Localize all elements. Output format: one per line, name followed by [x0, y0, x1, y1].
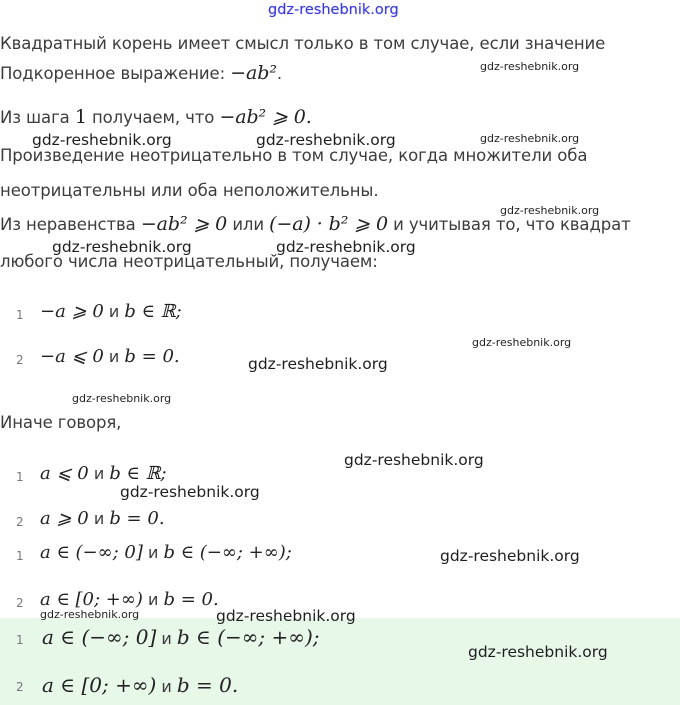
list2-number-1: 1 — [16, 470, 24, 484]
list3-item-2-conj: и — [147, 590, 159, 609]
watermark: gdz-reshebnik.org — [344, 451, 484, 469]
answer-item-1-a: a ∈ (−∞; 0] — [42, 625, 157, 649]
list2-item-1-conj: и — [93, 464, 105, 483]
answer-item-2-a: a ∈ [0; +∞) — [42, 673, 157, 697]
text-line-4: Произведение неотрицательно в том случае, когда множители оба — [0, 146, 588, 165]
list2-item-2-b: b = 0. — [109, 508, 165, 529]
list2-item-1-b: b ∈ ℝ; — [109, 463, 167, 484]
text-line-2-suffix: . — [276, 64, 282, 83]
watermark: gdz-reshebnik.org — [480, 132, 580, 145]
list2-item-2 — [40, 508, 165, 529]
list2-item-1 — [40, 463, 167, 484]
list3-item-1-conj: и — [147, 543, 159, 562]
answer-item-1 — [42, 625, 320, 649]
list3-item-2 — [40, 589, 219, 610]
list1-item-2-b: b = 0. — [124, 346, 180, 367]
list1-number-2: 2 — [16, 353, 24, 367]
watermark: gdz-reshebnik.org — [32, 131, 172, 149]
list2-item-2-a: a ⩾ 0 — [40, 508, 89, 529]
inequality-expression: −ab² ⩾ 0. — [219, 106, 312, 128]
text-line-3 — [0, 106, 312, 128]
radicand-expression: −ab² — [230, 62, 277, 84]
list1-item-1-b: b ∈ ℝ; — [124, 301, 182, 322]
text-line-1: Квадратный корень имеет смысл только в том случае, если значение — [0, 34, 606, 53]
list3-number-1: 1 — [16, 549, 24, 563]
list3-item-2-b: b = 0. — [163, 589, 219, 610]
list3-item-1 — [40, 542, 292, 563]
list1-item-2-conj: и — [108, 347, 120, 366]
text-line-2-prefix: Подкоренное выражение: — [0, 64, 226, 83]
answer-item-2 — [42, 673, 238, 697]
text-line-6-suffix: и учитывая то, что квадрат — [393, 215, 631, 234]
watermark: gdz-reshebnik.org — [52, 238, 192, 256]
watermark: gdz-reshebnik.org — [480, 60, 580, 73]
text-line-3-prefix: Из шага — [0, 108, 70, 127]
list3-item-2-a: a ∈ [0; +∞) — [40, 589, 143, 610]
inequality-1: −ab² ⩾ 0 — [140, 213, 228, 235]
answer-number-2: 2 — [16, 680, 24, 694]
text-line-6-prefix: Из неравенства — [0, 215, 136, 234]
watermark: gdz-reshebnik.org — [72, 392, 172, 405]
list3-item-1-b: b ∈ (−∞; +∞); — [163, 542, 292, 563]
list1-item-1-a: −a ⩾ 0 — [40, 301, 104, 322]
answer-item-1-conj: и — [161, 629, 172, 648]
watermark: gdz-reshebnik.org — [472, 336, 572, 349]
text-line-6-or: или — [232, 215, 265, 234]
list3-number-2: 2 — [16, 596, 24, 610]
watermark: gdz-reshebnik.org — [120, 483, 260, 501]
answer-item-2-conj: и — [161, 677, 172, 696]
watermark: gdz-reshebnik.org — [248, 355, 388, 373]
otherwise-text: Иначе говоря, — [0, 413, 122, 432]
list2-item-1-a: a ⩽ 0 — [40, 463, 89, 484]
watermark: gdz-reshebnik.org — [40, 608, 140, 621]
watermark: gdz-reshebnik.org — [216, 607, 356, 625]
watermark: gdz-reshebnik.org — [256, 131, 396, 149]
list2-number-2: 2 — [16, 515, 24, 529]
list1-item-2 — [40, 346, 180, 367]
answer-item-1-b: b ∈ (−∞; +∞); — [176, 625, 320, 649]
list2-item-2-conj: и — [93, 509, 105, 528]
text-line-7: любого числа неотрицательный, получаем: — [0, 252, 378, 271]
list3-item-1-a: a ∈ (−∞; 0] — [40, 542, 143, 563]
list1-item-1-conj: и — [108, 302, 120, 321]
watermark: gdz-reshebnik.org — [468, 643, 608, 661]
step-number: 1 — [74, 106, 87, 128]
text-line-3-mid: получаем, что — [91, 108, 215, 127]
text-line-2 — [0, 62, 282, 84]
watermark: gdz-reshebnik.org — [500, 204, 600, 217]
inequality-2: (−a) · b² ⩾ 0 — [269, 213, 388, 235]
list1-item-2-a: −a ⩽ 0 — [40, 346, 104, 367]
watermark: gdz-reshebnik.org — [440, 547, 580, 565]
answer-number-1: 1 — [16, 633, 24, 647]
list1-number-1: 1 — [16, 308, 24, 322]
list1-item-1 — [40, 301, 182, 322]
watermark-top: gdz-reshebnik.org — [268, 2, 399, 18]
watermark: gdz-reshebnik.org — [276, 238, 416, 256]
answer-item-2-b: b = 0. — [176, 673, 239, 697]
text-line-5: неотрицательны или оба неположительны. — [0, 181, 379, 200]
